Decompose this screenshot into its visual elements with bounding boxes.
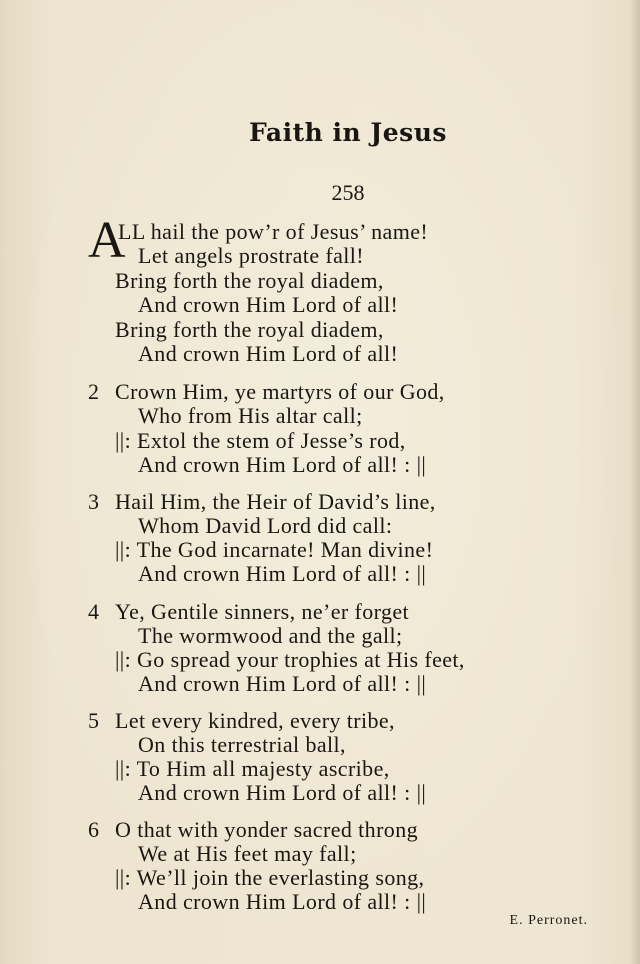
verse-2-line-2: Who from His altar call; (138, 403, 363, 428)
verse-4-line-2: The wormwood and the gall; (138, 623, 403, 648)
verse-1-line-3: Bring forth the royal diadem, (115, 268, 384, 293)
verse-1-line-4: And crown Him Lord of all! (138, 292, 399, 317)
verse-1-line-6: And crown Him Lord of all! (138, 341, 399, 366)
verse-5-line-1: Let every kindred, every tribe, (115, 708, 395, 733)
verse-4-number: 4 (88, 599, 99, 624)
verse-6-line-3: ||: We’ll join the everlasting song, (115, 865, 425, 890)
verse-1-line-1: LL hail the pow’r of Jesus’ name! (118, 219, 429, 244)
hymn-number: 258 (331, 180, 365, 205)
section-title: Faith in Jesus (249, 118, 447, 147)
verse-6-line-2: We at His feet may fall; (138, 841, 357, 866)
verse-5-line-3: ||: To Him all majesty ascribe, (115, 756, 390, 781)
verse-5-number: 5 (88, 708, 99, 733)
verse-6-line-4: And crown Him Lord of all! : || (138, 889, 427, 914)
verse-6-number: 6 (88, 817, 99, 842)
verse-3-number: 3 (88, 489, 99, 514)
verse-2-number: 2 (88, 379, 99, 404)
verse-2-line-3: ||: Extol the stem of Jesse’s rod, (115, 428, 406, 453)
verse-1-line-5: Bring forth the royal diadem, (115, 317, 384, 342)
verse-1-line-2: Let angels prostrate fall! (138, 243, 365, 268)
verse-3-line-3: ||: The God incarnate! Man divine! (115, 537, 434, 562)
verse-4-line-1: Ye, Gentile sinners, ne’er forget (115, 599, 410, 624)
verse-3-line-2: Whom David Lord did call: (138, 513, 393, 538)
verse-3-line-1: Hail Him, the Heir of David’s line, (115, 489, 436, 514)
author-attribution: E. Perronet. (509, 913, 588, 928)
verse-6-line-1: O that with yonder sacred throng (115, 817, 418, 842)
verse-5-line-4: And crown Him Lord of all! : || (138, 780, 427, 805)
verse-2-line-1: Crown Him, ye martyrs of our God, (115, 379, 445, 404)
verse-3-line-4: And crown Him Lord of all! : || (138, 561, 427, 586)
verse-4-line-4: And crown Him Lord of all! : || (138, 671, 427, 696)
verse-5-line-2: On this terrestrial ball, (138, 732, 346, 757)
verse-2-line-4: And crown Him Lord of all! : || (138, 452, 427, 477)
verse-4-line-3: ||: Go spread your trophies at His feet, (115, 647, 465, 672)
drop-cap: A (88, 212, 126, 269)
